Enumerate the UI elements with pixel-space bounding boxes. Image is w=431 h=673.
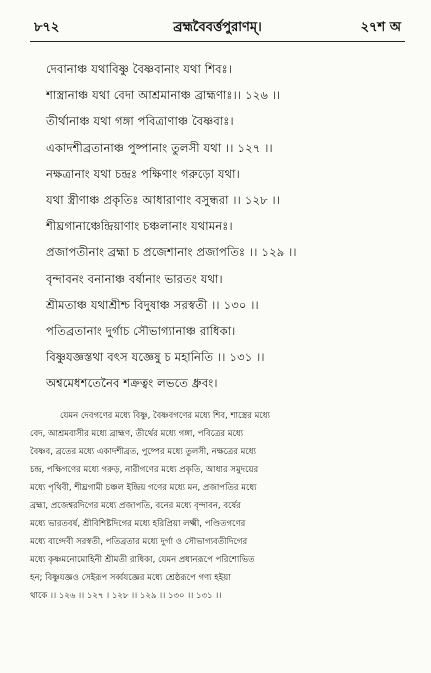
- verse-line: [46, 344, 416, 370]
- verse-line: [46, 213, 416, 239]
- page-header: [34, 18, 401, 38]
- verse-line: [46, 108, 416, 134]
- book-title: ব্রহ্মবৈবর্ত্তপুরাণম্।: [173, 20, 262, 35]
- verse-number: ১৩১ ।।: [229, 350, 265, 365]
- verse-text: বৃন্দাবনং বনানাঞ্চ বর্ষানাং ভারতং যথা।: [46, 271, 223, 286]
- verse-text: দেবানাঞ্চ যথাবিষ্ণু বৈষ্ণবানাং যথা শিবঃ।: [46, 62, 233, 76]
- verse-number: ১৩০ ।।: [223, 297, 259, 312]
- commentary-line: হন; বিষ্ণুযজ্ঞও সেইরূপ সর্ব্বযজ্ঞের মধ্যে শ্রেষ্ঠরূপে গণ্য হইয়া: [30, 573, 231, 583]
- verse-number: ১২৯ ।।: [261, 245, 297, 260]
- commentary-line: বৈষ্ণব, ব্রতের মধ্যে একাদশীব্রত, পুষ্পের মধ্যে তুলসী, নক্ষত্রের মধ্যে: [30, 447, 257, 457]
- commentary-block: [30, 407, 414, 605]
- verse-text: নক্ষত্রানাং যথা চন্দ্রঃ পক্ষিণাং গরুড়ো যথা।: [46, 166, 240, 181]
- verse-text: তীর্থানাঞ্চ যথা গঙ্গা পবিত্রাণাঞ্চ বৈষ্ণবাঃ।: [46, 114, 234, 129]
- verse-number: ১২৬ ।।: [245, 88, 281, 103]
- verse-line: [46, 292, 416, 318]
- verse-line: [46, 187, 416, 213]
- commentary-line: চন্দ্র, পক্ষিগণের মধ্যে গরুড়, নারীগণের মধ্যে প্রকৃতি, আধার সমুদয়ের: [30, 465, 259, 475]
- header-rule: [30, 41, 405, 42]
- verse-line: [46, 135, 416, 161]
- verse-line: [46, 161, 416, 187]
- commentary-line: মধ্যে ভারতবর্ষ, শ্রীবিশিষ্টদিগের মধ্যে হরিপ্রিয়া লক্ষ্মী, পণ্ডিতগণের: [30, 519, 246, 529]
- verse-number: ১২৮ ।।: [244, 193, 281, 208]
- verse-line: [46, 370, 416, 396]
- verse-line: [46, 266, 416, 292]
- commentary-line: মধ্যে পৃথিবী, শীঘ্রগামী চঞ্চল ইন্দ্রিয় গণের মধ্যে মন, প্রজাপতির মধ্যে: [30, 483, 257, 493]
- verse-line: [46, 318, 416, 344]
- verse-text: একাদশীব্রতানাঞ্চ পুষ্পানাং তুলসী যথা ।।: [46, 140, 234, 155]
- commentary-line: যেমন দেবগণের মধ্যে বিষ্ণু, বৈষ্ণবগণের মধ্যে শিব, শাস্ত্রের মধ্যে: [60, 411, 270, 421]
- verse-text: বিষ্ণুযজ্ঞস্তথা বৎস যজ্ঞেষু চ মহানিতি ।।: [46, 350, 226, 365]
- verse-text: শীঘ্রগানাঞ্চেন্দ্রিয়াণাং চঞ্চলানাং যথামনঃ।: [46, 219, 233, 234]
- verse-text: শ্রীমতাঞ্চ যথাশ্রীশ্চ বিদুষাঞ্চ সরস্বতী ।।: [46, 297, 220, 312]
- page-number: ৮৭২: [34, 20, 60, 35]
- verse-number: ১২৭ ।।: [237, 140, 273, 155]
- chapter-marker: ২৭শ অ: [360, 20, 401, 35]
- commentary-line: বেদ, আশ্রমবাসীর মধ্যে ব্রাহ্মণ, তীর্থের মধ্যে গঙ্গা, পবিত্রের মধ্যে: [30, 429, 244, 439]
- verse-text: যথা স্ত্রীণাঞ্চ প্রকৃতিঃ আধারাণাং বসুন্ধরা ।।: [46, 193, 241, 208]
- commentary-line: মধ্যে বাগ্দেবী সরস্বতী, পতিব্রতার মধ্যে দুর্গা ও সৌভাগ্যবতীদিগের: [30, 537, 248, 547]
- verse-line: [46, 56, 416, 82]
- commentary-line: মধ্যে কৃষ্ণমনোমোহিনী শ্রীমতী রাধিকা, যেমন প্রধানরূপে পরিশোভিত: [30, 555, 255, 565]
- verse-line: [46, 82, 416, 108]
- commentary-line: থাকে ।। ১২৬ ।। ১২৭ । ১২৮ ।। ১২৯ ।। ১৩০ ।। ১৩১ ।।: [30, 591, 222, 601]
- verse-text: শাস্ত্রানাঞ্চ যথা বেদা আশ্রমানাঞ্চ ব্রাহ্মণাঃ।।: [46, 88, 242, 103]
- verse-text: অশ্বমেধশতেনৈব শক্রত্বং লভতে ধ্রুবং।: [46, 376, 218, 391]
- verse-line: [46, 239, 416, 265]
- verse-text: প্রজাপতীনাং ব্রহ্মা চ প্রজেশানাং প্রজাপতিঃ ।।: [46, 245, 258, 260]
- commentary-line: ব্রহ্মা, প্রজেশ্বরদিগের মধ্যে প্রজাপতি, বনের মধ্যে বৃন্দাবন, বর্ষের: [30, 501, 241, 511]
- verse-block: [46, 56, 416, 397]
- verse-text: পতিব্রতানাং দুর্গাচ সৌভাগ্যানাঞ্চ রাধিকা।: [46, 324, 236, 339]
